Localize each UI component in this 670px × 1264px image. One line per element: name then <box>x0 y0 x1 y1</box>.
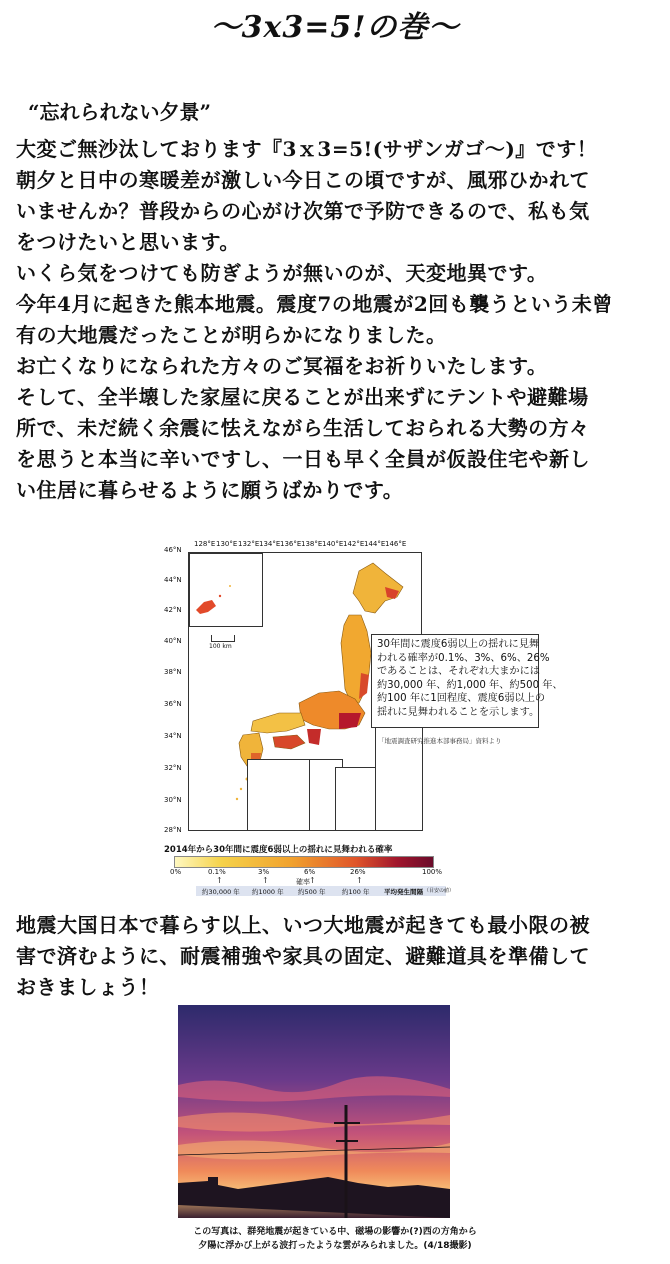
probability-color-scale <box>174 856 434 868</box>
paragraph-line: そして、全半壊した家屋に戻ることが出来ずにテントや避難場 <box>16 385 589 409</box>
arrow-up-icon: ↑ <box>262 876 269 885</box>
inset-southwest-islands <box>247 759 311 831</box>
lat-label: 36°N <box>164 700 182 708</box>
arrow-up-icon: ↑ <box>216 876 223 885</box>
page-title: 〜3x3=5!の巻〜 <box>210 10 460 45</box>
paragraph-line: い住居に暮らせるように願うばかりです。 <box>16 478 404 502</box>
note-line: われる確率が0.1%、3%、6%、26% <box>377 652 550 664</box>
note-line: 約100 年に1回程度、震度6弱以上の <box>377 693 546 704</box>
paragraph-line: おきましょう！ <box>16 975 160 999</box>
paragraph-line: いませんか？普段からの心がけ次第で予防できるので、私も気 <box>16 199 590 223</box>
lat-label: 46°N <box>164 546 182 554</box>
legend-tick: 0% <box>170 868 182 876</box>
caption-line: 夕陽に浮かび上がる波打ったような雲がみられました。(4/18撮影) <box>198 1241 472 1251</box>
arrow-up-icon: ↑ <box>309 876 316 885</box>
paragraph-line: 地震大国日本で暮らす以上、いつ大地震が起きても最小限の被 <box>16 913 590 937</box>
legend-tick: 6% <box>304 868 316 876</box>
period-label: 約100 年 <box>342 888 370 896</box>
note-line: であることは、それぞれ大まかには <box>377 666 540 677</box>
note-line: 約30,000 年、約1,000 年、約500 年、 <box>377 679 563 691</box>
map-note-box <box>371 634 563 728</box>
period-note: （目安の値） <box>424 888 455 894</box>
inset-kuril <box>189 553 263 627</box>
paragraph-line: 有の大地震だったことが明らかになりました。 <box>16 323 447 347</box>
legend-tick: 3% <box>258 868 270 876</box>
note-line: 30年間に震度6弱以上の揺れに見舞 <box>377 639 540 650</box>
lon-label: 138°E <box>301 540 323 548</box>
period-label: 約30,000 年 <box>202 888 240 896</box>
lat-label: 34°N <box>164 732 182 740</box>
period-label: 約1000 年 <box>252 888 284 896</box>
hazard-map-figure <box>160 540 563 905</box>
paragraph-line: 所で、未だ続く余震に怯えながら生活しておられる大勢の方々 <box>16 416 590 440</box>
lat-label: 28°N <box>164 826 182 834</box>
legend-tick: 100% <box>422 868 443 876</box>
legend-tick: 26% <box>350 868 366 876</box>
lon-label: 140°E <box>322 540 344 548</box>
section-subtitle: “忘れられない夕景” <box>28 100 212 124</box>
paragraph-line: を思うと本当に辛いですし、一日も早く全員が仮設住宅や新し <box>16 447 590 471</box>
lat-label: 30°N <box>164 796 182 804</box>
lon-label: 146°E <box>385 540 407 548</box>
lat-label: 32°N <box>164 764 182 772</box>
lon-label: 134°E <box>259 540 281 548</box>
legend-axis-label: 確率 <box>296 878 310 886</box>
period-label: 平均発生間隔 <box>384 888 423 896</box>
lon-label: 130°E <box>216 540 238 548</box>
lon-label: 136°E <box>280 540 302 548</box>
scale-label: 100 km <box>209 643 232 650</box>
lat-label: 38°N <box>164 668 182 676</box>
paragraph-line: 朝夕と日中の寒暖差が激しい今日この頃ですが、風邪ひかれて <box>16 168 590 192</box>
arrow-up-icon: ↑ <box>356 876 363 885</box>
inset-kuril-graphic <box>190 554 262 626</box>
lon-label: 142°E <box>343 540 365 548</box>
period-label: 約500 年 <box>298 888 326 896</box>
lon-label: 128°E <box>194 540 216 548</box>
lat-label: 40°N <box>164 637 182 645</box>
paragraph-line: お亡くなりになられた方々のご冥福をお祈りいたします。 <box>16 354 548 378</box>
caption-line: この写真は、群発地震が起きている中、磁場の影響か(?)西の方角から <box>193 1227 477 1237</box>
sunset-photo-graphic <box>178 1005 450 1218</box>
paragraph-line: 害で済むように、耐震補強や家具の固定、避難道具を準備して <box>16 944 590 968</box>
lat-label: 42°N <box>164 606 182 614</box>
paragraph-line: 大変ご無沙汰しております『3ｘ3=5!(サザンガゴ〜)』です！ <box>16 137 598 161</box>
scale-bar <box>211 635 235 642</box>
sunset-photo <box>178 1005 450 1218</box>
lat-label: 44°N <box>164 576 182 584</box>
intro-paragraph <box>16 134 656 506</box>
closing-paragraph <box>16 910 656 1003</box>
paragraph-line: 今年4月に起きた熊本地震。震度7の地震が2回も襲うという未曾 <box>16 292 613 316</box>
photo-caption <box>0 1225 670 1253</box>
note-line: 揺れに見舞われることを示します。 <box>377 706 540 718</box>
legend-tick: 0.1% <box>208 868 226 876</box>
paragraph-line: をつけたいと思います。 <box>16 230 240 254</box>
lon-label: 132°E <box>238 540 260 548</box>
lon-label: 144°E <box>364 540 386 548</box>
legend-period-row <box>196 886 455 896</box>
map-source: 「地震調査研究推進本部事務局」資料より <box>378 737 502 745</box>
legend-title: 2014年から30年間に震度6弱以上の揺れに見舞われる確率 <box>164 845 393 855</box>
paragraph-line: いくら気をつけても防ぎようが無いのが、天変地異です。 <box>16 261 548 285</box>
